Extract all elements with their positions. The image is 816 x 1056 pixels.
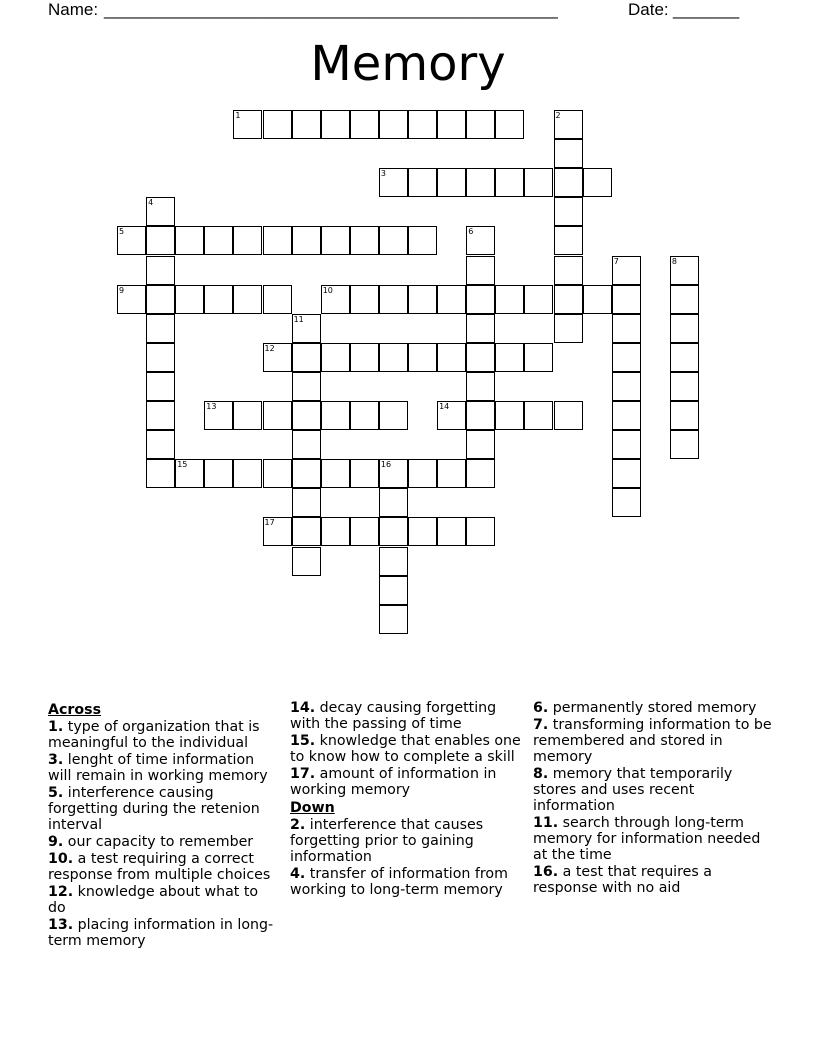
grid-cell[interactable]: [233, 110, 262, 139]
grid-cell[interactable]: [263, 285, 292, 314]
grid-cell[interactable]: [263, 110, 292, 139]
grid-cell[interactable]: [292, 517, 321, 546]
grid-cell[interactable]: [670, 401, 699, 430]
grid-cell[interactable]: [612, 401, 641, 430]
clues-column-3: [533, 700, 773, 897]
grid-cell[interactable]: [524, 285, 553, 314]
grid-cell[interactable]: [495, 401, 524, 430]
clue-across-15: 15. knowledge that enables one to know how to complete a skill: [290, 733, 521, 765]
grid-cell[interactable]: [612, 459, 641, 488]
clue-down-11: 11. search through long-term memory for information needed at the time: [533, 815, 761, 863]
grid-cell[interactable]: [146, 459, 175, 488]
grid-cell[interactable]: [379, 459, 408, 488]
name-label: Name:: [48, 0, 99, 19]
grid-cell[interactable]: [670, 314, 699, 343]
date-label: Date:: [628, 0, 669, 19]
clue-across-1: 1. type of organization that is meaningful to the individual: [48, 719, 260, 751]
clue-across-10: 10. a test requiring a correct response from multiple choices: [48, 851, 271, 883]
grid-cell[interactable]: [379, 517, 408, 546]
grid-cell[interactable]: [379, 547, 408, 576]
grid-cell[interactable]: [379, 110, 408, 139]
grid-cell[interactable]: [204, 459, 233, 488]
grid-cell[interactable]: [495, 110, 524, 139]
grid-cell[interactable]: [495, 343, 524, 372]
clues-column-1: [48, 700, 280, 950]
grid-cell[interactable]: [670, 430, 699, 459]
grid-cell[interactable]: [263, 226, 292, 255]
grid-cell[interactable]: [466, 314, 495, 343]
grid-cell[interactable]: [466, 372, 495, 401]
grid-cell[interactable]: [146, 343, 175, 372]
grid-cell[interactable]: [408, 343, 437, 372]
grid-cell[interactable]: [408, 168, 437, 197]
grid-cell[interactable]: [437, 517, 466, 546]
grid-cell[interactable]: [554, 197, 583, 226]
grid-cell[interactable]: [146, 430, 175, 459]
grid-cell[interactable]: [350, 343, 379, 372]
grid-cell[interactable]: [379, 605, 408, 634]
grid-cell[interactable]: [321, 343, 350, 372]
clue-down-6: 6. permanently stored memory: [533, 700, 757, 716]
grid-cell[interactable]: [292, 343, 321, 372]
grid-cell[interactable]: [583, 168, 612, 197]
clue-number: 9: [119, 285, 125, 295]
grid-cell[interactable]: [466, 256, 495, 285]
grid-cell[interactable]: [408, 110, 437, 139]
clue-number: 14: [439, 402, 450, 411]
grid-cell[interactable]: [146, 226, 175, 255]
grid-cell[interactable]: [233, 226, 262, 255]
grid-cell[interactable]: [321, 517, 350, 546]
grid-cell[interactable]: [466, 401, 495, 430]
grid-cell[interactable]: [292, 401, 321, 430]
grid-cell[interactable]: [437, 459, 466, 488]
grid-cell[interactable]: [437, 401, 466, 430]
grid-cell[interactable]: [524, 401, 553, 430]
grid-cell[interactable]: [321, 285, 350, 314]
grid-cell[interactable]: [612, 430, 641, 459]
grid-cell[interactable]: [466, 343, 495, 372]
grid-cell[interactable]: [292, 430, 321, 459]
grid-cell[interactable]: [408, 226, 437, 255]
grid-cell[interactable]: [321, 226, 350, 255]
grid-cell[interactable]: [612, 488, 641, 517]
clue-across-13: 13. placing information in long-term memory: [48, 917, 274, 949]
clue-across-14: 14. decay causing forgetting with the passing of time: [290, 700, 497, 732]
grid-cell[interactable]: [350, 285, 379, 314]
grid-cell[interactable]: [466, 168, 495, 197]
clue-number: 10: [322, 285, 333, 295]
grid-cell[interactable]: [670, 343, 699, 372]
grid-cell[interactable]: [350, 110, 379, 139]
grid-cell[interactable]: [321, 401, 350, 430]
grid-cell[interactable]: [204, 285, 233, 314]
grid-cell[interactable]: [292, 488, 321, 517]
grid-cell[interactable]: [466, 517, 495, 546]
grid-cell[interactable]: [379, 285, 408, 314]
clue-number: 13: [206, 402, 217, 411]
grid-cell[interactable]: [233, 401, 262, 430]
clue-number: 3: [380, 169, 386, 179]
grid-cell[interactable]: [379, 576, 408, 605]
grid-cell[interactable]: [350, 517, 379, 546]
clue-number: 12: [264, 343, 275, 353]
grid-cell[interactable]: [292, 547, 321, 576]
clue-number: 2: [555, 111, 561, 120]
clue-number: 4: [148, 198, 154, 208]
clue-down-4: 4. transfer of information from working to long-term memory: [290, 866, 508, 898]
grid-cell[interactable]: [204, 401, 233, 430]
grid-cell[interactable]: [292, 226, 321, 255]
grid-cell[interactable]: [292, 459, 321, 488]
grid-cell[interactable]: [233, 459, 262, 488]
grid-cell[interactable]: [554, 226, 583, 255]
grid-cell[interactable]: [612, 372, 641, 401]
grid-cell[interactable]: [263, 459, 292, 488]
date-field[interactable]: _______: [673, 0, 740, 19]
name-field[interactable]: ________________________________________________: [104, 0, 558, 19]
grid-cell[interactable]: [263, 401, 292, 430]
grid-cell[interactable]: [583, 285, 612, 314]
grid-cell[interactable]: [437, 110, 466, 139]
grid-cell[interactable]: [379, 401, 408, 430]
grid-cell[interactable]: [612, 314, 641, 343]
down-heading: Down: [290, 800, 335, 816]
grid-cell[interactable]: [175, 285, 204, 314]
grid-cell[interactable]: [379, 488, 408, 517]
clue-number: 6: [468, 227, 474, 237]
grid-cell[interactable]: [466, 285, 495, 314]
grid-cell[interactable]: [554, 285, 583, 314]
grid-cell[interactable]: [146, 372, 175, 401]
grid-cell[interactable]: [350, 459, 379, 488]
grid-cell[interactable]: [554, 256, 583, 285]
clue-number: 5: [119, 227, 125, 237]
grid-cell[interactable]: [379, 343, 408, 372]
grid-cell[interactable]: [263, 343, 292, 372]
clue-across-3: 3. lenght of time information will remain in working memory: [48, 752, 268, 784]
grid-cell[interactable]: [292, 314, 321, 343]
grid-cell[interactable]: [437, 285, 466, 314]
grid-cell[interactable]: [379, 226, 408, 255]
grid-cell[interactable]: [670, 285, 699, 314]
clue-across-9: 9. our capacity to remember: [48, 834, 254, 850]
clue-number: 16: [380, 460, 392, 470]
grid-cell[interactable]: [524, 168, 553, 197]
grid-cell[interactable]: [408, 517, 437, 546]
grid-cell[interactable]: [612, 285, 641, 314]
grid-cell[interactable]: [321, 459, 350, 488]
clue-number: 11: [293, 314, 304, 324]
grid-cell[interactable]: [612, 256, 641, 285]
clue-number: 17: [264, 518, 275, 528]
grid-cell[interactable]: [670, 372, 699, 401]
grid-cell[interactable]: [292, 372, 321, 401]
clue-number: 1: [235, 111, 241, 120]
grid-cell[interactable]: [466, 110, 495, 139]
grid-cell[interactable]: [408, 459, 437, 488]
across-heading: Across: [48, 702, 102, 718]
grid-cell[interactable]: [204, 226, 233, 255]
grid-cell[interactable]: [437, 343, 466, 372]
grid-cell[interactable]: [321, 110, 350, 139]
grid-cell[interactable]: [146, 401, 175, 430]
clue-number: 15: [177, 460, 188, 470]
clue-down-8: 8. memory that temporarily stores and uses recent information: [533, 766, 733, 814]
grid-cell[interactable]: [117, 226, 146, 255]
grid-cell[interactable]: [350, 226, 379, 255]
grid-cell[interactable]: [350, 401, 379, 430]
grid-cell[interactable]: [495, 168, 524, 197]
clues-column-2: [290, 700, 526, 899]
clue-down-16: 16. a test that requires a response with no aid: [533, 864, 712, 896]
clue-across-5: 5. interference causing forgetting during the retenion interval: [48, 785, 260, 833]
grid-cell[interactable]: [263, 517, 292, 546]
grid-cell[interactable]: [670, 256, 699, 285]
page-title: Memory: [310, 36, 506, 92]
grid-cell[interactable]: [612, 343, 641, 372]
grid-cell[interactable]: [437, 168, 466, 197]
grid-cell[interactable]: [146, 197, 175, 226]
grid-cell[interactable]: [292, 110, 321, 139]
grid-cell[interactable]: [466, 430, 495, 459]
grid-cell[interactable]: [466, 226, 495, 255]
clue-number: 8: [671, 256, 677, 266]
grid-cell[interactable]: [175, 226, 204, 255]
grid-cell[interactable]: [146, 256, 175, 285]
grid-cell[interactable]: [554, 314, 583, 343]
grid-cell[interactable]: [408, 285, 437, 314]
grid-cell[interactable]: [524, 343, 553, 372]
grid-cell[interactable]: [117, 285, 146, 314]
grid-cell[interactable]: [554, 168, 583, 197]
clue-across-17: 17. amount of information in working memory: [290, 766, 497, 798]
clue-number: 7: [613, 256, 619, 266]
grid-cell[interactable]: [146, 314, 175, 343]
clue-down-7: 7. transforming information to be remembered and stored in memory: [533, 717, 772, 765]
grid-cell[interactable]: [554, 139, 583, 168]
grid-cell[interactable]: [379, 168, 408, 197]
grid-cell[interactable]: [466, 459, 495, 488]
grid-cell[interactable]: [495, 285, 524, 314]
grid-cell[interactable]: [175, 459, 204, 488]
clue-down-2: 2. interference that causes forgetting prior to gaining information: [290, 817, 484, 865]
clue-across-12: 12. knowledge about what to do: [48, 884, 259, 916]
grid-cell[interactable]: [233, 285, 262, 314]
grid-cell[interactable]: [554, 401, 583, 430]
grid-cell[interactable]: [554, 110, 583, 139]
grid-cell[interactable]: [146, 285, 175, 314]
